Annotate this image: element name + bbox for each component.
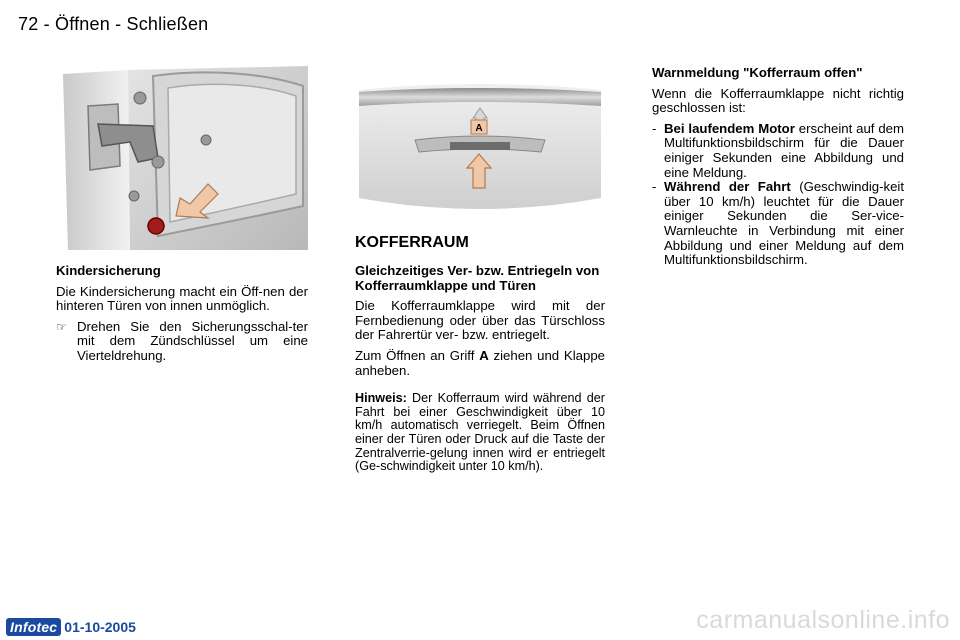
pointing-hand-icon: ☞ xyxy=(56,319,67,334)
trunk-section-title: KOFFERRAUM xyxy=(355,234,469,251)
infotec-logo: Infotec xyxy=(6,618,61,636)
trunk-section xyxy=(355,264,605,474)
warning-item-1-text: erscheint auf dem Multifunktionsbildschirm für die Dauer einiger Sekunden eine Abbildung und eine Meldung. xyxy=(664,120,905,180)
child-lock-paragraph: Die Kindersicherung macht ein Öff-nen der hinteren Türen von innen unmöglich. xyxy=(56,283,308,314)
trunk-subheading: Gleichzeitiges Ver- bzw. Entriegeln von Kofferraumklappe und Türen xyxy=(355,263,600,293)
trunk-note xyxy=(355,392,605,474)
child-lock-instruction-text: Drehen Sie den Sicherungsschal-ter mit dem Zündschlüssel um eine Vierteldrehung. xyxy=(77,318,308,363)
trunk-paragraph-2-post: ziehen und Klappe anheben. xyxy=(355,347,605,378)
warning-item-1-bold: Bei laufendem Motor xyxy=(664,120,795,136)
trunk-handle-illustration xyxy=(355,70,605,222)
note-text: Der Kofferraum wird während der Fahrt bei einer Geschwindigkeit über 10 km/h automatisch verriegelt. Beim Öffnen einer der Türen oder Druck auf die Taste der Zentralverrie-gelung innen wird er entriegelt (Ge-schwindigkeit unter 10 km/h). xyxy=(355,391,605,474)
child-lock-illustration xyxy=(58,66,308,250)
child-lock-instruction xyxy=(56,320,308,364)
footer-date: 01-10-2005 xyxy=(64,619,136,635)
note-label: Hinweis: xyxy=(355,391,407,406)
dash-marker: - xyxy=(652,120,657,136)
warning-item-engine-running xyxy=(652,122,904,180)
trunk-paragraph-2 xyxy=(355,349,605,378)
warning-intro: Wenn die Kofferraumklappe nicht richtig geschlossen ist: xyxy=(652,85,904,116)
warning-item-driving xyxy=(652,180,904,268)
warning-item-2-bold: Während der Fahrt xyxy=(664,179,791,195)
footer xyxy=(6,618,136,636)
trunk-paragraph-1: Die Kofferraumklappe wird mit der Fernbedienung oder über das Türschloss der Fahrertür ver- bzw. entriegelt. xyxy=(355,298,605,343)
warning-item-2-text: (Geschwindig-keit über 10 km/h) leuchtet für die Dauer einiger Sekunden die Ser-vice-Warnleuchte in Verbindung mit einer Abbildung und einer Meldung auf dem Multifunktionsbildschirm. xyxy=(664,179,905,268)
warning-heading: Warnmeldung "Kofferraum offen" xyxy=(652,65,863,80)
trunk-paragraph-2-pre: Zum Öffnen an Griff xyxy=(355,347,475,363)
handle-a-reference: A xyxy=(479,347,489,363)
dash-marker: - xyxy=(652,179,657,195)
page-title: 72 - Öffnen - Schließen xyxy=(18,14,209,34)
child-lock-section xyxy=(56,264,308,370)
handle-label-a: A xyxy=(475,123,483,134)
watermark: carmanualsonline.info xyxy=(696,606,950,634)
warning-section xyxy=(652,66,904,268)
child-lock-heading: Kindersicherung xyxy=(56,263,161,278)
